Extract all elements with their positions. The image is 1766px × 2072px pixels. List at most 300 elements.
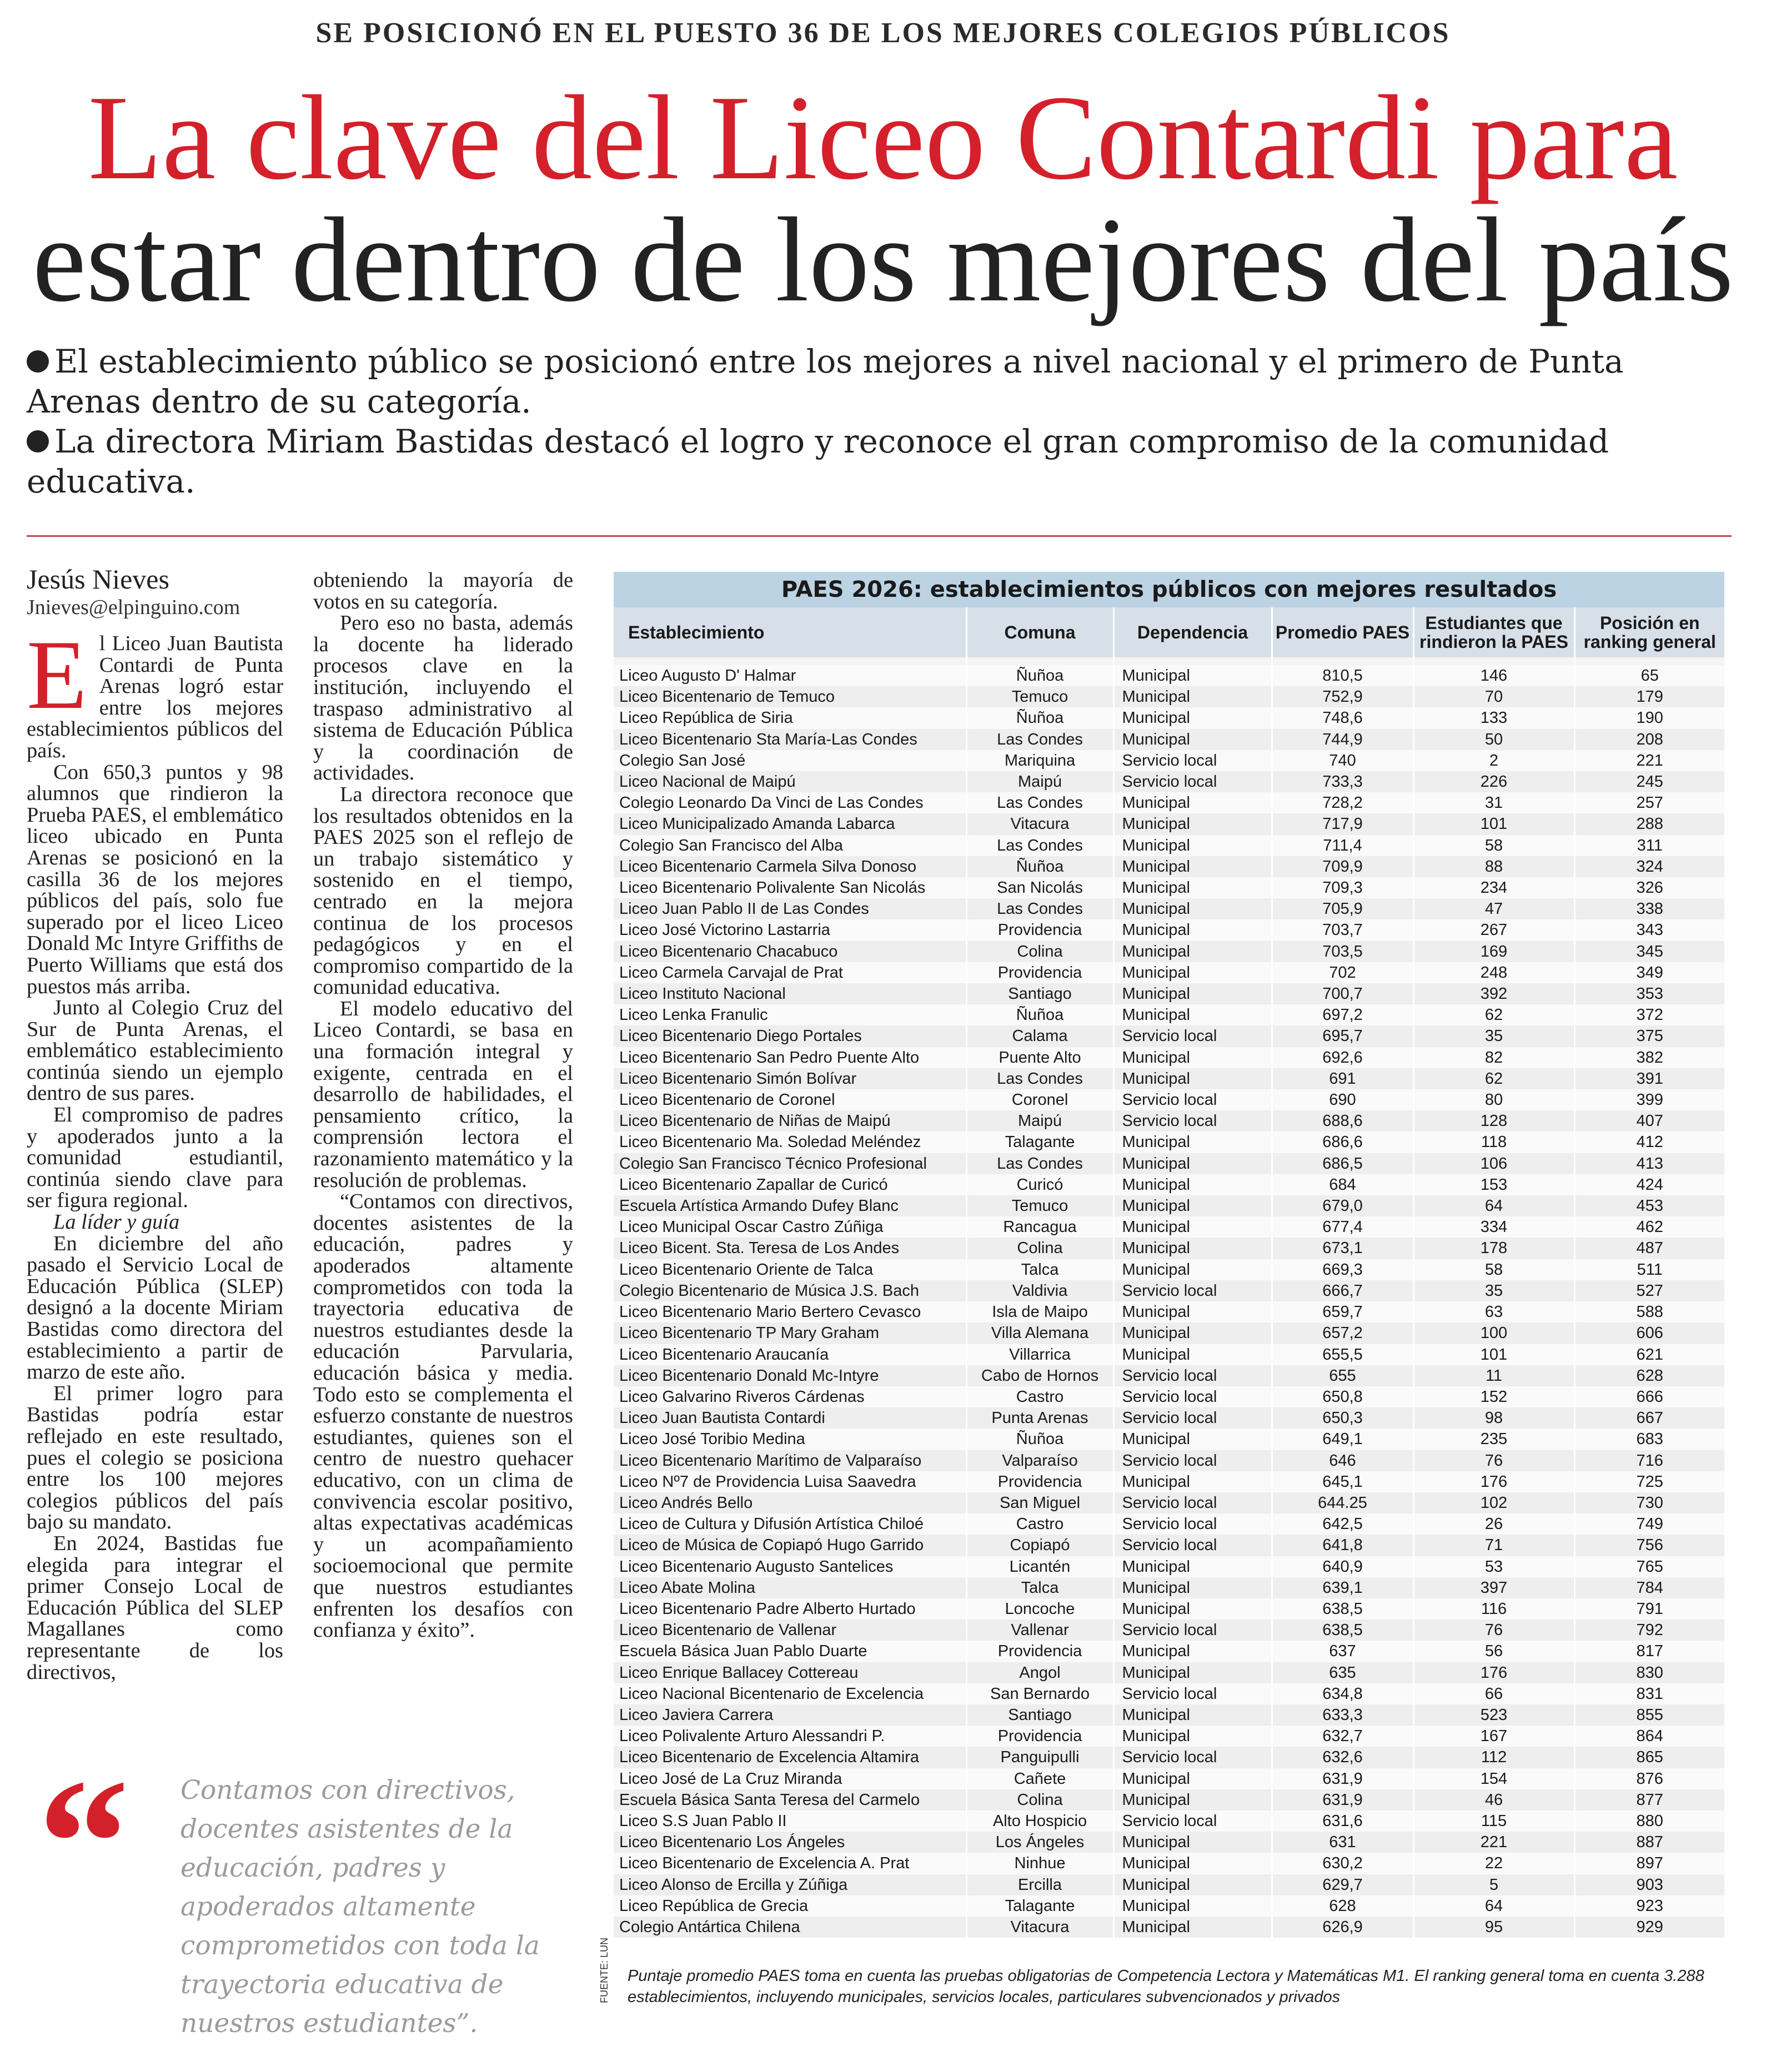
table-row bbox=[614, 1238, 1724, 1259]
cell-establecimiento: Escuela Básica Santa Teresa del Carmelo bbox=[614, 1789, 966, 1811]
summary-bullets bbox=[27, 341, 1737, 501]
cell-comuna: Talagante bbox=[966, 1895, 1113, 1917]
cell-dependencia: Municipal bbox=[1113, 1598, 1272, 1620]
cell-promedio: 642,5 bbox=[1272, 1513, 1413, 1535]
cell-establecimiento: Liceo Bicentenario de Excelencia A. Prat bbox=[614, 1853, 966, 1874]
paragraph: La directora reconoce que los resultados obtenidos en la PAES 2025 son el reflejo de un trabajo sistemático y sostenido en el tiempo, centrado en la mejora continua de los procesos pedagógicos y en el compromiso compartido de la comunidad educativa. bbox=[313, 782, 573, 999]
header-posicion: Posición en ranking general bbox=[1574, 607, 1724, 657]
bullet-item: La directora Miriam Bastidas destacó el logro y reconoce el gran compromiso de la comunidad educativa. bbox=[27, 423, 1609, 500]
cell-estudiantes: 235 bbox=[1413, 1429, 1574, 1450]
cell-dependencia: Municipal bbox=[1113, 856, 1272, 877]
paragraph: El Liceo Juan Bautista Contardi de Punta Arenas logró estar entre los mejores establecimientos públicos del país. bbox=[27, 620, 283, 762]
cell-estudiantes: 26 bbox=[1413, 1513, 1574, 1535]
cell-dependencia: Municipal bbox=[1113, 1789, 1272, 1811]
cell-comuna: Rancagua bbox=[966, 1216, 1113, 1238]
paragraph: Junto al Colegio Cruz del Sur de Punta Arenas, el emblemático establecimiento continúa siendo un ejemplo dentro de sus pares. bbox=[27, 996, 283, 1105]
table-row bbox=[614, 1492, 1724, 1513]
cell-promedio: 631,9 bbox=[1272, 1768, 1413, 1789]
cell-establecimiento: Colegio Leonardo Da Vinci de Las Condes bbox=[614, 792, 966, 813]
cell-estudiantes: 76 bbox=[1413, 1450, 1574, 1471]
table-row bbox=[614, 1662, 1724, 1683]
cell-estudiantes: 35 bbox=[1413, 1025, 1574, 1047]
cell-estudiantes: 267 bbox=[1413, 919, 1574, 941]
cell-establecimiento: Liceo Bicentenario Padre Alberto Hurtado bbox=[614, 1598, 966, 1620]
cell-promedio: 679,0 bbox=[1272, 1195, 1413, 1216]
table-row bbox=[614, 813, 1724, 834]
cell-promedio: 657,2 bbox=[1272, 1322, 1413, 1344]
cell-posicion: 208 bbox=[1574, 729, 1724, 750]
cell-estudiantes: 176 bbox=[1413, 1662, 1574, 1683]
cell-posicion: 311 bbox=[1574, 835, 1724, 856]
table-row bbox=[614, 1025, 1724, 1047]
cell-dependencia: Municipal bbox=[1113, 877, 1272, 898]
cell-promedio: 645,1 bbox=[1272, 1471, 1413, 1492]
cell-estudiantes: 35 bbox=[1413, 1280, 1574, 1301]
cell-promedio: 690 bbox=[1272, 1089, 1413, 1110]
cell-posicion: 876 bbox=[1574, 1768, 1724, 1789]
cell-estudiantes: 47 bbox=[1413, 898, 1574, 919]
cell-estudiantes: 146 bbox=[1413, 665, 1574, 686]
cell-comuna: Las Condes bbox=[966, 835, 1113, 856]
cell-establecimiento: Liceo Bicentenario Simón Bolívar bbox=[614, 1068, 966, 1089]
cell-estudiantes: 95 bbox=[1413, 1917, 1574, 1938]
cell-estudiantes: 154 bbox=[1413, 1768, 1574, 1789]
table-row bbox=[614, 1216, 1724, 1238]
cell-promedio: 700,7 bbox=[1272, 983, 1413, 1004]
cell-promedio: 649,1 bbox=[1272, 1429, 1413, 1450]
cell-dependencia: Servicio local bbox=[1113, 1535, 1272, 1556]
cell-promedio: 810,5 bbox=[1272, 665, 1413, 686]
table-row bbox=[614, 1344, 1724, 1365]
cell-dependencia: Municipal bbox=[1113, 1429, 1272, 1450]
cell-posicion: 830 bbox=[1574, 1662, 1724, 1683]
cell-promedio: 697,2 bbox=[1272, 1004, 1413, 1025]
table-row bbox=[614, 1535, 1724, 1556]
cell-establecimiento: Liceo Bicentenario Donald Mc-Intyre bbox=[614, 1365, 966, 1386]
cell-comuna: Cañete bbox=[966, 1768, 1113, 1789]
table-row bbox=[614, 1195, 1724, 1216]
cell-establecimiento: Liceo Bicentenario Polivalente San Nicolás bbox=[614, 877, 966, 898]
cell-establecimiento: Liceo José Toribio Medina bbox=[614, 1429, 966, 1450]
cell-estudiantes: 153 bbox=[1413, 1174, 1574, 1195]
cell-posicion: 817 bbox=[1574, 1641, 1724, 1662]
cell-promedio: 703,7 bbox=[1272, 919, 1413, 941]
cell-estudiantes: 58 bbox=[1413, 1259, 1574, 1280]
cell-dependencia: Municipal bbox=[1113, 1153, 1272, 1174]
cell-comuna: Providencia bbox=[966, 962, 1113, 983]
cell-dependencia: Servicio local bbox=[1113, 1386, 1272, 1407]
cell-comuna: Vallenar bbox=[966, 1620, 1113, 1641]
section-divider bbox=[27, 535, 1732, 537]
cell-promedio: 630,2 bbox=[1272, 1853, 1413, 1874]
cell-comuna: Ñuñoa bbox=[966, 665, 1113, 686]
table-body bbox=[614, 657, 1724, 1938]
table-row bbox=[614, 1726, 1724, 1747]
header-promedio: Promedio PAES bbox=[1272, 607, 1413, 657]
paragraph: El modelo educativo del Liceo Contardi, se basa en una formación integral y exigente, centrada en el desarrollo de habilidades, el pensamiento crítico, la comprensión lectora el razonamiento matemático y la resolución de problemas. bbox=[313, 997, 573, 1192]
cell-comuna: Talagante bbox=[966, 1131, 1113, 1153]
header-establecimiento: Establecimiento bbox=[614, 607, 966, 657]
table-row bbox=[614, 1683, 1724, 1704]
cell-posicion: 65 bbox=[1574, 665, 1724, 686]
bullet-dot-icon bbox=[27, 430, 49, 452]
cell-promedio: 673,1 bbox=[1272, 1238, 1413, 1259]
table-row bbox=[614, 1556, 1724, 1577]
cell-comuna: Licantén bbox=[966, 1556, 1113, 1577]
cell-comuna: Providencia bbox=[966, 1471, 1113, 1492]
cell-promedio: 692,6 bbox=[1272, 1047, 1413, 1068]
cell-estudiantes: 70 bbox=[1413, 686, 1574, 707]
cell-posicion: 784 bbox=[1574, 1577, 1724, 1598]
table-row bbox=[614, 1004, 1724, 1025]
cell-posicion: 372 bbox=[1574, 1004, 1724, 1025]
cell-establecimiento: Liceo Bicentenario Chacabuco bbox=[614, 941, 966, 962]
cell-posicion: 628 bbox=[1574, 1365, 1724, 1386]
cell-promedio: 659,7 bbox=[1272, 1301, 1413, 1322]
table-row bbox=[614, 1874, 1724, 1895]
cell-dependencia: Municipal bbox=[1113, 1301, 1272, 1322]
cell-dependencia: Servicio local bbox=[1113, 1683, 1272, 1704]
cell-comuna: Talca bbox=[966, 1577, 1113, 1598]
cell-posicion: 190 bbox=[1574, 707, 1724, 728]
cell-establecimiento: Liceo Municipal Oscar Castro Zúñiga bbox=[614, 1216, 966, 1238]
cell-dependencia: Servicio local bbox=[1113, 750, 1272, 771]
table-row bbox=[614, 1407, 1724, 1429]
cell-promedio: 631,6 bbox=[1272, 1811, 1413, 1832]
cell-estudiantes: 82 bbox=[1413, 1047, 1574, 1068]
cell-estudiantes: 98 bbox=[1413, 1407, 1574, 1429]
table-row bbox=[614, 729, 1724, 750]
cell-posicion: 667 bbox=[1574, 1407, 1724, 1429]
cell-comuna: Calama bbox=[966, 1025, 1113, 1047]
table-row bbox=[614, 1853, 1724, 1874]
cell-establecimiento: Liceo Bicentenario San Pedro Puente Alto bbox=[614, 1047, 966, 1068]
table-row bbox=[614, 707, 1724, 728]
cell-promedio: 702 bbox=[1272, 962, 1413, 983]
cell-dependencia: Servicio local bbox=[1113, 1407, 1272, 1429]
cell-comuna: Isla de Maipo bbox=[966, 1301, 1113, 1322]
cell-estudiantes: 116 bbox=[1413, 1598, 1574, 1620]
cell-posicion: 880 bbox=[1574, 1811, 1724, 1832]
cell-promedio: 655 bbox=[1272, 1365, 1413, 1386]
cell-dependencia: Municipal bbox=[1113, 835, 1272, 856]
cell-promedio: 655,5 bbox=[1272, 1344, 1413, 1365]
cell-dependencia: Municipal bbox=[1113, 1641, 1272, 1662]
header-comuna: Comuna bbox=[966, 607, 1113, 657]
author-email[interactable]: Jnieves@elpinguino.com bbox=[27, 596, 240, 619]
cell-posicion: 929 bbox=[1574, 1917, 1724, 1938]
cell-posicion: 791 bbox=[1574, 1598, 1724, 1620]
cell-dependencia: Municipal bbox=[1113, 792, 1272, 813]
cell-establecimiento: Liceo Nacional de Maipú bbox=[614, 771, 966, 792]
cell-establecimiento: Liceo Enrique Ballacey Cottereau bbox=[614, 1662, 966, 1683]
cell-comuna: Maipú bbox=[966, 771, 1113, 792]
cell-dependencia: Municipal bbox=[1113, 1832, 1272, 1853]
cell-comuna: Las Condes bbox=[966, 1153, 1113, 1174]
cell-comuna: Santiago bbox=[966, 983, 1113, 1004]
table-row bbox=[614, 941, 1724, 962]
cell-posicion: 349 bbox=[1574, 962, 1724, 983]
cell-comuna: Colina bbox=[966, 941, 1113, 962]
cell-promedio: 686,6 bbox=[1272, 1131, 1413, 1153]
paragraph: obteniendo la mayoría de votos en su categoría. bbox=[313, 569, 573, 613]
table-row bbox=[614, 686, 1724, 707]
cell-comuna: Vitacura bbox=[966, 1917, 1113, 1938]
cell-promedio: 628 bbox=[1272, 1895, 1413, 1917]
table-row bbox=[614, 1513, 1724, 1535]
cell-estudiantes: 133 bbox=[1413, 707, 1574, 728]
cell-promedio: 688,6 bbox=[1272, 1110, 1413, 1131]
cell-estudiantes: 56 bbox=[1413, 1641, 1574, 1662]
table-row bbox=[614, 1704, 1724, 1726]
cell-posicion: 179 bbox=[1574, 686, 1724, 707]
cell-establecimiento: Liceo Bicentenario Oriente de Talca bbox=[614, 1259, 966, 1280]
table-row bbox=[614, 1047, 1724, 1068]
cell-posicion: 877 bbox=[1574, 1789, 1724, 1811]
table-row bbox=[614, 1598, 1724, 1620]
cell-posicion: 725 bbox=[1574, 1471, 1724, 1492]
cell-establecimiento: Colegio Antártica Chilena bbox=[614, 1917, 966, 1938]
cell-promedio: 626,9 bbox=[1272, 1917, 1413, 1938]
cell-posicion: 511 bbox=[1574, 1259, 1724, 1280]
table-row bbox=[614, 898, 1724, 919]
cell-posicion: 257 bbox=[1574, 792, 1724, 813]
cell-dependencia: Municipal bbox=[1113, 1895, 1272, 1917]
cell-promedio: 632,7 bbox=[1272, 1726, 1413, 1747]
cell-posicion: 756 bbox=[1574, 1535, 1724, 1556]
cell-establecimiento: Liceo Instituto Nacional bbox=[614, 983, 966, 1004]
cell-establecimiento: Liceo Bicentenario de Coronel bbox=[614, 1089, 966, 1110]
cell-comuna: Villa Alemana bbox=[966, 1322, 1113, 1344]
cell-comuna: Maipú bbox=[966, 1110, 1113, 1131]
cell-estudiantes: 53 bbox=[1413, 1556, 1574, 1577]
table-row bbox=[614, 1174, 1724, 1195]
cell-posicion: 855 bbox=[1574, 1704, 1724, 1726]
cell-comuna: Ercilla bbox=[966, 1874, 1113, 1895]
cell-promedio: 669,3 bbox=[1272, 1259, 1413, 1280]
cell-comuna: Las Condes bbox=[966, 729, 1113, 750]
headline-line-2: estar dentro de los mejores del país bbox=[32, 193, 1734, 327]
cell-promedio: 634,8 bbox=[1272, 1683, 1413, 1704]
cell-promedio: 638,5 bbox=[1272, 1598, 1413, 1620]
cell-estudiantes: 50 bbox=[1413, 729, 1574, 750]
cell-dependencia: Municipal bbox=[1113, 1853, 1272, 1874]
cell-dependencia: Municipal bbox=[1113, 1259, 1272, 1280]
cell-promedio: 644.25 bbox=[1272, 1492, 1413, 1513]
source-credit: FUENTE: LUN bbox=[599, 1937, 610, 2003]
cell-posicion: 765 bbox=[1574, 1556, 1724, 1577]
cell-posicion: 606 bbox=[1574, 1322, 1724, 1344]
cell-dependencia: Municipal bbox=[1113, 1726, 1272, 1747]
cell-posicion: 487 bbox=[1574, 1238, 1724, 1259]
cell-estudiantes: 76 bbox=[1413, 1620, 1574, 1641]
cell-comuna: Providencia bbox=[966, 1641, 1113, 1662]
cell-comuna: Colina bbox=[966, 1789, 1113, 1811]
table-row bbox=[614, 1386, 1724, 1407]
cell-posicion: 453 bbox=[1574, 1195, 1724, 1216]
cell-comuna: Colina bbox=[966, 1238, 1113, 1259]
cell-estudiantes: 2 bbox=[1413, 750, 1574, 771]
table-row bbox=[614, 1789, 1724, 1811]
author-name: Jesús Nieves bbox=[27, 564, 169, 595]
cell-establecimiento: Liceo Bicentenario de Excelencia Altamira bbox=[614, 1747, 966, 1768]
cell-comuna: Angol bbox=[966, 1662, 1113, 1683]
cell-dependencia: Municipal bbox=[1113, 1068, 1272, 1089]
cell-dependencia: Municipal bbox=[1113, 1917, 1272, 1938]
cell-promedio: 646 bbox=[1272, 1450, 1413, 1471]
cell-establecimiento: Liceo Nacional Bicentenario de Excelencia bbox=[614, 1683, 966, 1704]
cell-estudiantes: 71 bbox=[1413, 1535, 1574, 1556]
table-row bbox=[614, 877, 1724, 898]
cell-establecimiento: Liceo Carmela Carvajal de Prat bbox=[614, 962, 966, 983]
cell-dependencia: Servicio local bbox=[1113, 1492, 1272, 1513]
cell-posicion: 864 bbox=[1574, 1726, 1724, 1747]
cell-comuna: Valparaíso bbox=[966, 1450, 1113, 1471]
cell-promedio: 703,5 bbox=[1272, 941, 1413, 962]
cell-promedio: 650,8 bbox=[1272, 1386, 1413, 1407]
cell-dependencia: Municipal bbox=[1113, 1238, 1272, 1259]
cell-establecimiento: Liceo Bicentenario Mario Bertero Cevasco bbox=[614, 1301, 966, 1322]
cell-promedio: 733,3 bbox=[1272, 771, 1413, 792]
header-dependencia: Dependencia bbox=[1113, 607, 1272, 657]
cell-promedio: 744,9 bbox=[1272, 729, 1413, 750]
cell-posicion: 527 bbox=[1574, 1280, 1724, 1301]
cell-dependencia: Municipal bbox=[1113, 1131, 1272, 1153]
cell-comuna: San Bernardo bbox=[966, 1683, 1113, 1704]
cell-posicion: 683 bbox=[1574, 1429, 1724, 1450]
cell-dependencia: Municipal bbox=[1113, 665, 1272, 686]
cell-comuna: Ñuñoa bbox=[966, 1004, 1113, 1025]
cell-dependencia: Municipal bbox=[1113, 898, 1272, 919]
cell-establecimiento: Liceo Bicentenario de Temuco bbox=[614, 686, 966, 707]
cell-establecimiento: Liceo Augusto D' Halmar bbox=[614, 665, 966, 686]
cell-comuna: Curicó bbox=[966, 1174, 1113, 1195]
cell-posicion: 382 bbox=[1574, 1047, 1724, 1068]
cell-promedio: 711,4 bbox=[1272, 835, 1413, 856]
cell-comuna: Valdivia bbox=[966, 1280, 1113, 1301]
cell-comuna: Los Ángeles bbox=[966, 1832, 1113, 1853]
cell-dependencia: Servicio local bbox=[1113, 1747, 1272, 1768]
cell-comuna: Ñuñoa bbox=[966, 1429, 1113, 1450]
table-title: PAES 2026: establecimientos públicos con mejores resultados bbox=[614, 572, 1724, 607]
cell-posicion: 865 bbox=[1574, 1747, 1724, 1768]
cell-posicion: 413 bbox=[1574, 1153, 1724, 1174]
cell-dependencia: Servicio local bbox=[1113, 1110, 1272, 1131]
cell-dependencia: Municipal bbox=[1113, 813, 1272, 834]
cell-posicion: 221 bbox=[1574, 750, 1724, 771]
quote-mark-icon: “ bbox=[38, 1742, 129, 1944]
cell-promedio: 709,3 bbox=[1272, 877, 1413, 898]
cell-estudiantes: 118 bbox=[1413, 1131, 1574, 1153]
cell-comuna: Copiapó bbox=[966, 1535, 1113, 1556]
cell-posicion: 897 bbox=[1574, 1853, 1724, 1874]
cell-estudiantes: 226 bbox=[1413, 771, 1574, 792]
table-row bbox=[614, 1832, 1724, 1853]
cell-posicion: 887 bbox=[1574, 1832, 1724, 1853]
cell-comuna: Castro bbox=[966, 1513, 1113, 1535]
cell-promedio: 686,5 bbox=[1272, 1153, 1413, 1174]
cell-estudiantes: 101 bbox=[1413, 1344, 1574, 1365]
cell-promedio: 631,9 bbox=[1272, 1789, 1413, 1811]
cell-establecimiento: Liceo Bicentenario de Niñas de Maipú bbox=[614, 1110, 966, 1131]
cell-posicion: 923 bbox=[1574, 1895, 1724, 1917]
table-spacer bbox=[614, 657, 1724, 665]
ranking-table-box bbox=[614, 572, 1724, 1938]
cell-promedio: 641,8 bbox=[1272, 1535, 1413, 1556]
header-estudiantes: Estudiantes que rindieron la PAES bbox=[1413, 607, 1574, 657]
table-row bbox=[614, 856, 1724, 877]
cell-estudiantes: 523 bbox=[1413, 1704, 1574, 1726]
cell-comuna: Ninhue bbox=[966, 1853, 1113, 1874]
table-row bbox=[614, 983, 1724, 1004]
cell-establecimiento: Colegio San Francisco Técnico Profesional bbox=[614, 1153, 966, 1174]
cell-dependencia: Municipal bbox=[1113, 1174, 1272, 1195]
cell-promedio: 748,6 bbox=[1272, 707, 1413, 728]
cell-estudiantes: 152 bbox=[1413, 1386, 1574, 1407]
cell-promedio: 717,9 bbox=[1272, 813, 1413, 834]
table-header-row bbox=[614, 607, 1724, 657]
bullet-dot-icon bbox=[27, 350, 49, 373]
cell-posicion: 407 bbox=[1574, 1110, 1724, 1131]
cell-promedio: 728,2 bbox=[1272, 792, 1413, 813]
cell-estudiantes: 46 bbox=[1413, 1789, 1574, 1811]
table-row bbox=[614, 792, 1724, 813]
table-row bbox=[614, 1620, 1724, 1641]
cell-estudiantes: 62 bbox=[1413, 1068, 1574, 1089]
cell-posicion: 391 bbox=[1574, 1068, 1724, 1089]
cell-establecimiento: Liceo José de La Cruz Miranda bbox=[614, 1768, 966, 1789]
cell-posicion: 831 bbox=[1574, 1683, 1724, 1704]
cell-dependencia: Servicio local bbox=[1113, 1280, 1272, 1301]
cell-dependencia: Municipal bbox=[1113, 1556, 1272, 1577]
cell-comuna: Las Condes bbox=[966, 1068, 1113, 1089]
cell-comuna: Ñuñoa bbox=[966, 856, 1113, 877]
cell-estudiantes: 64 bbox=[1413, 1195, 1574, 1216]
cell-promedio: 666,7 bbox=[1272, 1280, 1413, 1301]
cell-comuna: Cabo de Hornos bbox=[966, 1365, 1113, 1386]
cell-estudiantes: 176 bbox=[1413, 1471, 1574, 1492]
cell-promedio: 635 bbox=[1272, 1662, 1413, 1683]
table-row bbox=[614, 1131, 1724, 1153]
cell-establecimiento: Colegio San José bbox=[614, 750, 966, 771]
cell-establecimiento: Liceo Juan Pablo II de Las Condes bbox=[614, 898, 966, 919]
cell-establecimiento: Escuela Básica Juan Pablo Duarte bbox=[614, 1641, 966, 1662]
cell-posicion: 245 bbox=[1574, 771, 1724, 792]
cell-estudiantes: 106 bbox=[1413, 1153, 1574, 1174]
cell-establecimiento: Liceo Galvarino Riveros Cárdenas bbox=[614, 1386, 966, 1407]
cell-promedio: 695,7 bbox=[1272, 1025, 1413, 1047]
cell-dependencia: Servicio local bbox=[1113, 1025, 1272, 1047]
headline-line-1: La clave del Liceo Contardi para bbox=[88, 71, 1678, 205]
cell-promedio: 709,9 bbox=[1272, 856, 1413, 877]
cell-posicion: 716 bbox=[1574, 1450, 1724, 1471]
cell-establecimiento: Liceo Nº7 de Providencia Luisa Saavedra bbox=[614, 1471, 966, 1492]
article-column-1 bbox=[27, 620, 283, 1684]
cell-estudiantes: 88 bbox=[1413, 856, 1574, 877]
table-row bbox=[614, 1068, 1724, 1089]
cell-posicion: 338 bbox=[1574, 898, 1724, 919]
cell-establecimiento: Escuela Artística Armando Dufey Blanc bbox=[614, 1195, 966, 1216]
cell-dependencia: Municipal bbox=[1113, 729, 1272, 750]
drop-cap: E bbox=[27, 620, 87, 730]
cell-dependencia: Municipal bbox=[1113, 962, 1272, 983]
cell-promedio: 691 bbox=[1272, 1068, 1413, 1089]
cell-estudiantes: 221 bbox=[1413, 1832, 1574, 1853]
cell-establecimiento: Liceo S.S Juan Pablo II bbox=[614, 1811, 966, 1832]
cell-establecimiento: Liceo Bicentenario Diego Portales bbox=[614, 1025, 966, 1047]
cell-estudiantes: 64 bbox=[1413, 1895, 1574, 1917]
cell-promedio: 650,3 bbox=[1272, 1407, 1413, 1429]
